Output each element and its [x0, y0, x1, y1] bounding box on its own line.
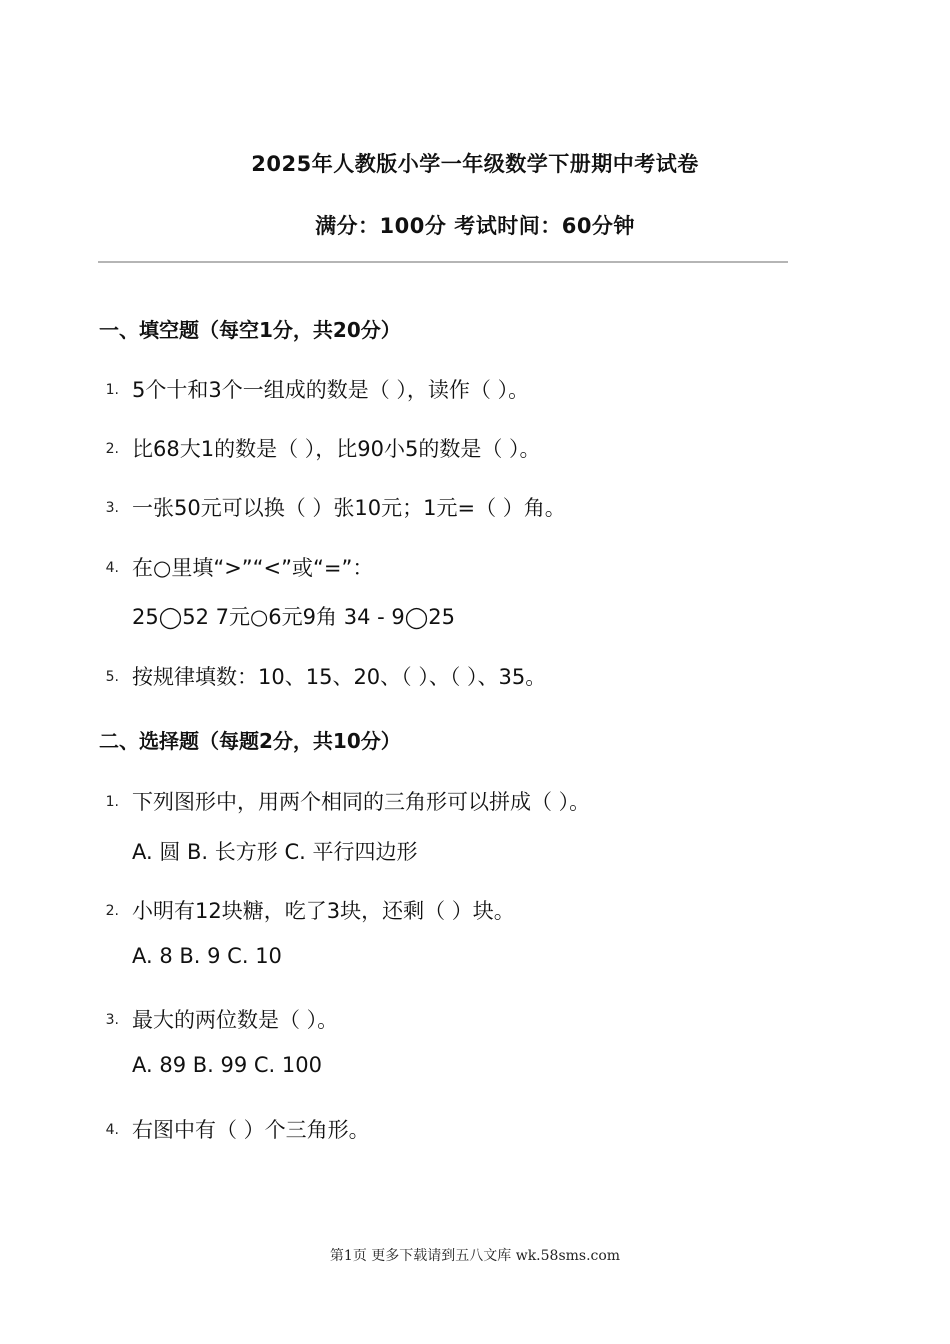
- section-heading-fill-blank: 一、填空题（每空1分，共20分）: [99, 318, 401, 342]
- question-text: 比68大1的数是（ ），比90小5的数是（ ）。: [132, 437, 541, 461]
- question-text: 在○里填“>”“<”或“=”：: [132, 556, 374, 580]
- question-item: [99, 552, 819, 586]
- question-number: 1.: [105, 794, 119, 810]
- question-item: [99, 492, 819, 526]
- question-item: [99, 786, 819, 820]
- question-item: [99, 895, 819, 929]
- question-item: [99, 433, 819, 467]
- exam-info: 满分：100分 考试时间：60分钟: [315, 214, 635, 238]
- question-item: [99, 661, 819, 695]
- question-number: 3.: [105, 500, 119, 516]
- question-item: [99, 374, 819, 408]
- question-number: 1.: [105, 382, 119, 398]
- question-sub-line: 25◯52 7元○6元9角 34 - 9◯25: [132, 605, 455, 629]
- answer-options: A. 89 B. 99 C. 100: [132, 1053, 322, 1077]
- question-number: 4.: [105, 1122, 119, 1138]
- question-number: 2.: [105, 903, 119, 919]
- question-text: 小明有12块糖，吃了3块，还剩（ ）块。: [132, 899, 515, 923]
- question-text: 一张50元可以换（ ）张10元；1元=（ ）角。: [132, 496, 566, 520]
- question-text: 下列图形中，用两个相同的三角形可以拼成（ ）。: [132, 790, 591, 814]
- question-number: 5.: [105, 669, 119, 685]
- page-title: 2025年人教版小学一年级数学下册期中考试卷: [251, 152, 699, 176]
- page-footer: 第1页 更多下载请到五八文库 wk.58sms.com: [329, 1248, 621, 1264]
- section-heading-multiple-choice: 二、选择题（每题2分，共10分）: [99, 729, 401, 753]
- question-number: 4.: [105, 560, 119, 576]
- question-text: 右图中有（ ）个三角形。: [132, 1118, 370, 1142]
- question-text: 5个十和3个一组成的数是（ ），读作（ ）。: [132, 378, 530, 402]
- question-item: [99, 1114, 819, 1148]
- question-text: 最大的两位数是（ ）。: [132, 1008, 339, 1032]
- answer-options: A. 圆 B. 长方形 C. 平行四边形: [132, 840, 418, 864]
- question-number: 3.: [105, 1012, 119, 1028]
- question-item: [99, 1004, 819, 1038]
- question-number: 2.: [105, 441, 119, 457]
- question-text: 按规律填数：10、15、20、（ ）、（ ）、35。: [132, 665, 547, 689]
- header-divider: [98, 261, 788, 263]
- answer-options: A. 8 B. 9 C. 10: [132, 944, 282, 968]
